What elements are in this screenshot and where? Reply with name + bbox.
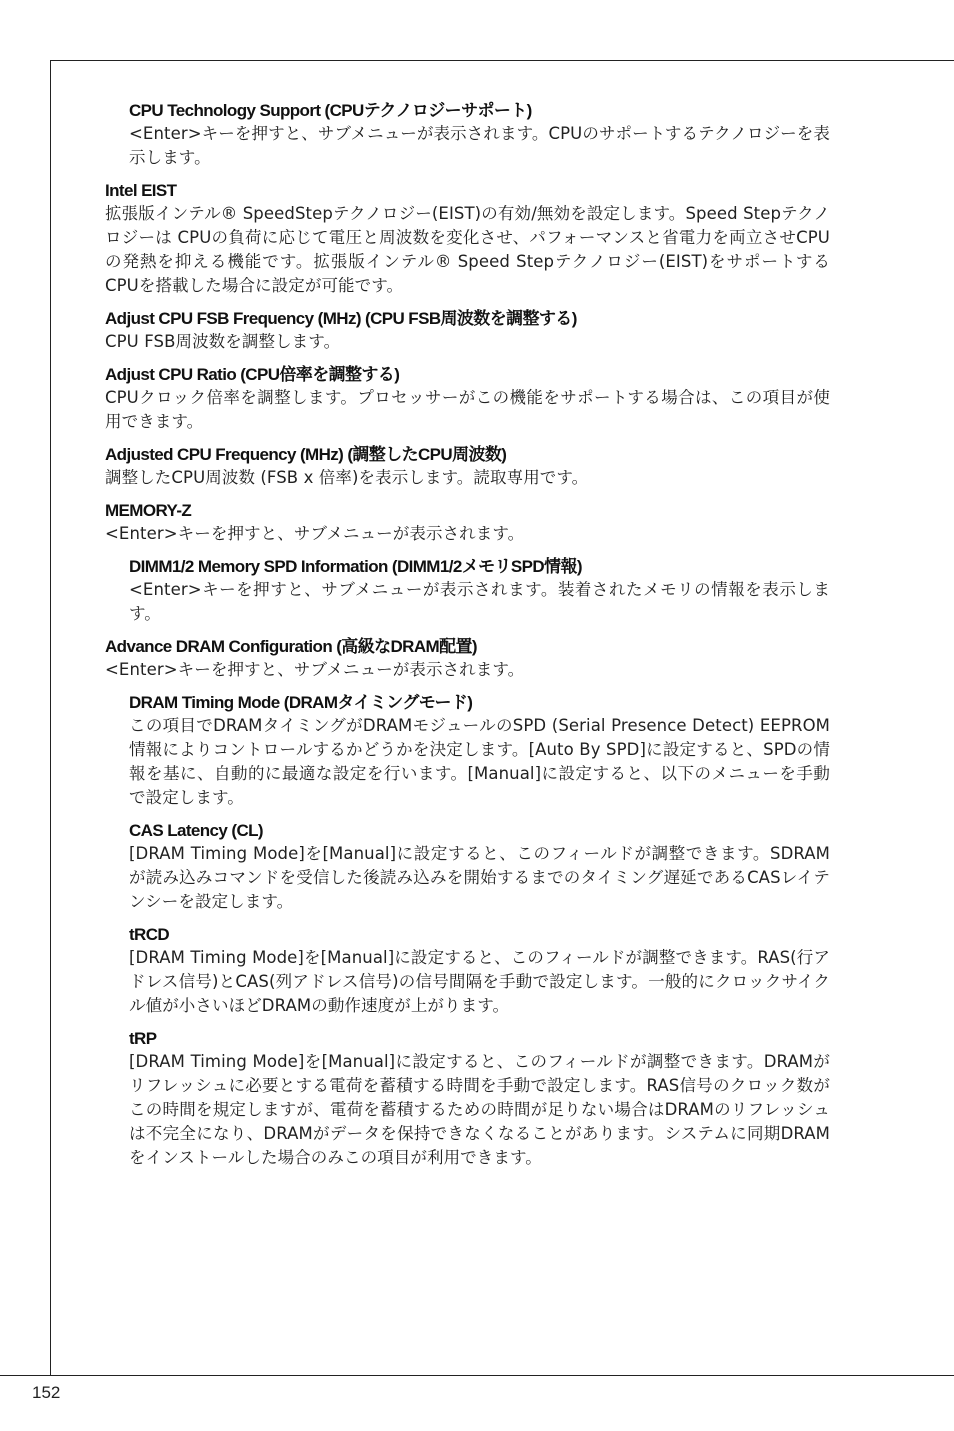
section-paragraph: CPU FSB周波数を調整します。: [105, 332, 341, 351]
section-heading: Adjust CPU Ratio (CPU倍率を調整する): [105, 365, 400, 384]
section-advance-dram-configuration: [105, 636, 830, 682]
section-memory-z: [105, 500, 830, 546]
section-trcd: [129, 924, 830, 1018]
section-heading: DIMM1/2 Memory SPD Information (DIMM1/2メモリSPD情報): [129, 557, 582, 576]
section-intel-eist: [105, 180, 830, 298]
section-paragraph: <Enter>キーを押すと、サブメニューが表示されます。CPUのサポートするテクノロジーを表示します。: [129, 124, 830, 167]
section-adjust-cpu-fsb-frequency: [105, 308, 830, 354]
page-frame-left-rule: [50, 60, 51, 1375]
section-cas-latency: [129, 820, 830, 914]
section-heading: DRAM Timing Mode (DRAMタイミングモード): [129, 693, 473, 712]
section-heading: Advance DRAM Configuration (高級なDRAM配置): [105, 637, 477, 656]
section-cpu-technology-support: [129, 100, 830, 170]
manual-content: [105, 100, 830, 1180]
section-paragraph: CPUクロック倍率を調整します。プロセッサーがこの機能をサポートする場合は、この項目が使用できます。: [105, 388, 830, 431]
section-adjusted-cpu-frequency: [105, 444, 830, 490]
section-paragraph: 拡張版インテル® SpeedStepテクノロジー(EIST)の有効/無効を設定します。Speed Stepテクノロジーは CPUの負荷に応じて電圧と周波数を変化させ、パフォーマンスと省電力を両立させCPUの発熱を抑える機能です。拡張版インテル® Speed Stepテクノロジー(EIST)をサポートするCPUを搭載した場合に設定が可能です。: [105, 204, 830, 295]
section-paragraph: [DRAM Timing Mode]を[Manual]に設定すると、このフィールドが調整できます。SDRAMが読み込みコマンドを受信した後読み込みを開始するまでのタイミング遅延であるCASレイテンシーを設定します。: [129, 844, 830, 911]
section-paragraph: <Enter>キーを押すと、サブメニューが表示されます。: [105, 660, 525, 679]
section-paragraph: <Enter>キーを押すと、サブメニューが表示されます。装着されたメモリの情報を表示します。: [129, 580, 830, 623]
section-paragraph: [DRAM Timing Mode]を[Manual]に設定すると、このフィールドが調整できます。RAS(行アドレス信号)とCAS(列アドレス信号)の信号間隔を手動で設定します。一般的にクロックサイクル値が小さいほどDRAMの動作速度が上がります。: [129, 948, 830, 1015]
section-heading: tRCD: [129, 925, 170, 944]
page-frame-bottom-rule: [0, 1375, 954, 1376]
section-paragraph: <Enter>キーを押すと、サブメニューが表示されます。: [105, 524, 525, 543]
page-number: 152: [32, 1383, 61, 1402]
section-trp: [129, 1028, 830, 1170]
section-heading: MEMORY-Z: [105, 501, 192, 520]
page-frame-top-rule: [50, 60, 954, 61]
section-heading: tRP: [129, 1029, 157, 1048]
section-dimm-spd-information: [129, 556, 830, 626]
section-adjust-cpu-ratio: [105, 364, 830, 434]
section-heading: Adjusted CPU Frequency (MHz) (調整したCPU周波数): [105, 445, 507, 464]
section-heading: Adjust CPU FSB Frequency (MHz) (CPU FSB周波数を調整する): [105, 309, 577, 328]
section-heading: Intel EIST: [105, 181, 177, 200]
section-paragraph: この項目でDRAMタイミングがDRAMモジュールのSPD (Serial Presence Detect) EEPROM情報によりコントロールするかどうかを決定します。[Auto By SPD]に設定すると、SPDの情報を基に、自動的に最適な設定を行います。[Manual]に設定すると、以下のメニューを手動で設定します。: [129, 716, 830, 807]
section-paragraph: 調整したCPU周波数 (FSB x 倍率)を表示します。読取専用です。: [105, 468, 589, 487]
section-heading: CPU Technology Support (CPUテクノロジーサポート): [129, 101, 532, 120]
section-heading: CAS Latency (CL): [129, 821, 263, 840]
section-paragraph: [DRAM Timing Mode]を[Manual]に設定すると、このフィールドが調整できます。DRAMがリフレッシュに必要とする電荷を蓄積する時間を手動で設定します。RAS信号のクロック数がこの時間を規定しますが、電荷を蓄積するための時間が足りない場合はDRAMのリフレッシュは不完全になり、DRAMがデータを保持できなくなることがあります。システムに同期DRAMをインストールした場合のみこの項目が利用できます。: [129, 1052, 830, 1167]
section-dram-timing-mode: [129, 692, 830, 810]
